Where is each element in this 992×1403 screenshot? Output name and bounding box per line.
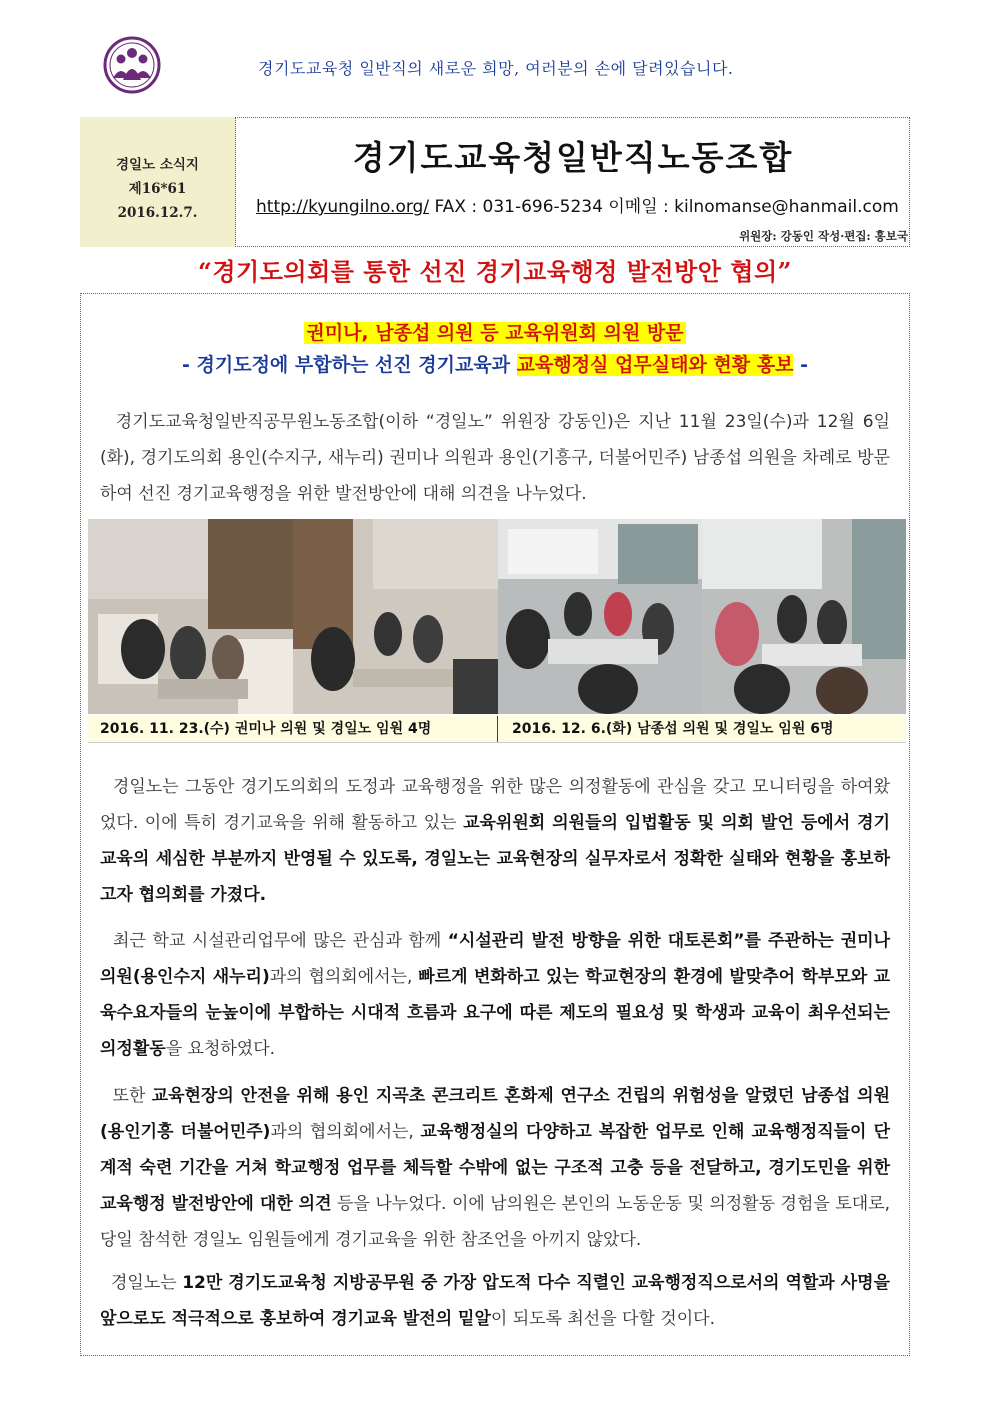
contact-line <box>256 192 899 217</box>
headline: “경기도의회를 통한 선진 경기교육행정 발전방안 협의” <box>198 257 792 286</box>
paragraph-kwon <box>100 923 890 1067</box>
website-link[interactable]: http://kyungilno.org/ <box>256 197 430 217</box>
newsletter-date: 2016.12.7. <box>117 205 198 221</box>
paragraph-kwon-c: 과의 협의회에서는, <box>269 967 419 987</box>
paragraph-kwon-b: “시설관리 발전 방향을 위한 대토론회”를 주관하는 권미나 의원(용인수지 새누리) <box>100 931 890 987</box>
caption-right: 2016. 12. 6.(화) 남종섭 의원 및 경일노 임원 6명 <box>512 721 834 737</box>
email-address: 이메일 : kilnomanse@hanmail.com <box>608 197 899 217</box>
union-logo <box>103 36 161 94</box>
paragraph-closing <box>100 1265 890 1337</box>
newsletter-label: 경일노 소식지 <box>116 157 199 173</box>
paragraph-intro <box>100 404 890 512</box>
photo-captions <box>88 716 906 743</box>
newsletter-info <box>80 117 236 247</box>
subheadline-2-highlight: 교육행정실 업무실태와 현황 홍보 <box>516 354 794 376</box>
staff-line: 위원장: 강동인 작성·편집: 홍보국 <box>739 229 908 243</box>
subheadline-2-part3: - <box>793 354 808 376</box>
photo-strip <box>88 519 906 714</box>
subheadline-1-text: 권미나, 남종섭 의원 등 교육위원회 의원 방문 <box>306 322 684 344</box>
paragraph-monitoring-a: 경일노는 그동안 경기도의회의 도정과 교육행정을 위한 많은 의정활동에 관심을 갖고 모니터링을 하여왔었다. 이에 특히 경기교육을 위해 활동하고 있는 <box>100 777 890 833</box>
paragraph-nam-e: 등을 나누었다. 이에 남의원은 본인의 노동운동 및 의정활동 경험을 토대로, 당일 참석한 경일노 임원들에게 경기교육을 위한 참조언을 아끼지 않았다. <box>100 1194 890 1250</box>
paragraph-nam-a: 또한 <box>112 1086 152 1106</box>
caption-divider <box>497 716 498 742</box>
subheadline-2-part1: - 경기도정에 부합하는 선진 경기교육과 <box>182 354 517 376</box>
paragraph-closing-c: 이 되도록 최선을 다할 것이다. <box>490 1309 715 1329</box>
photo-meeting-3 <box>498 519 702 714</box>
caption-left: 2016. 11. 23.(수) 권미나 의원 및 경일노 임원 4명 <box>100 721 432 737</box>
paragraph-nam-c: 과의 협의회에서는, <box>270 1122 421 1142</box>
paragraph-closing-b: 12만 경기도교육청 지방공무원 중 가장 압도적 다수 직렬인 교육행정직으로서의 역할과 사명을 앞으로도 적극적으로 홍보하여 경기교육 발전의 밑알 <box>100 1273 890 1329</box>
subheadline-2 <box>80 350 910 377</box>
paragraph-kwon-a: 최근 학교 시설관리업무에 많은 관심과 함께 <box>113 931 448 951</box>
paragraph-monitoring <box>100 769 890 913</box>
paragraph-monitoring-b: 교육위원회 의원들의 입법활동 및 의회 발언 등에서 경기교육의 세심한 부분까지 반영될 수 있도록, 경일노는 교육현장의 실무자로서 정확한 실태와 현황을 홍보하고자 협의회를 가졌다. <box>100 813 891 905</box>
fax-number: FAX : 031-696-5234 <box>434 197 603 217</box>
photo-meeting-4 <box>702 519 906 714</box>
paragraph-intro-text: 경기도교육청일반직공무원노동조합(이하 “경일노” 위원장 강동인)은 지난 11월 23일(수)과 12월 6일(화), 경기도의회 용인(수지구, 새누리) 권미나 의원과 용인(기흥구, 더불어민주) 남종섭 의원을 차례로 방문하여 선진 경기교육행정을 위한 발전방안에 대해 의견을 나누었다. <box>100 412 890 504</box>
paragraph-nam-b: 교육현장의 안전을 위해 용인 지곡초 콘크리트 혼화제 연구소 건립의 위험성을 알렸던 남종섭 의원(용인기흥 더불어민주) <box>100 1086 890 1142</box>
slogan: 경기도교육청 일반직의 새로운 희망, 여러분의 손에 달려있습니다. <box>258 59 734 78</box>
newsletter-issue: 제16*61 <box>128 181 187 197</box>
paragraph-closing-a: 경일노는 <box>111 1273 183 1293</box>
paragraph-kwon-d: 빠르게 변화하고 있는 학교현장의 환경에 발맞추어 학부모와 교육수요자들의 눈높이에 부합하는 시대적 흐름과 요구에 따른 제도의 필요성 및 학생과 교육이 최우선되는 의정활동 <box>100 967 890 1059</box>
paragraph-nam-d: 교육행정실의 다양하고 복잡한 업무로 인해 교육행정직들이 단계적 숙련 기간을 거쳐 학교행정 업무를 체득할 수밖에 없는 구조적 고충 등을 전달하고, 경기도민을 위한 교육행정 발전방안에 대한 의견 <box>100 1122 891 1214</box>
photo-meeting-2 <box>293 519 498 714</box>
paragraph-nam <box>100 1078 890 1258</box>
subheadline-1 <box>80 318 910 345</box>
photo-meeting-1 <box>88 519 293 714</box>
union-name: 경기도교육청일반직노동조합 <box>352 138 794 177</box>
paragraph-kwon-e: 을 요청하였다. <box>165 1039 276 1059</box>
